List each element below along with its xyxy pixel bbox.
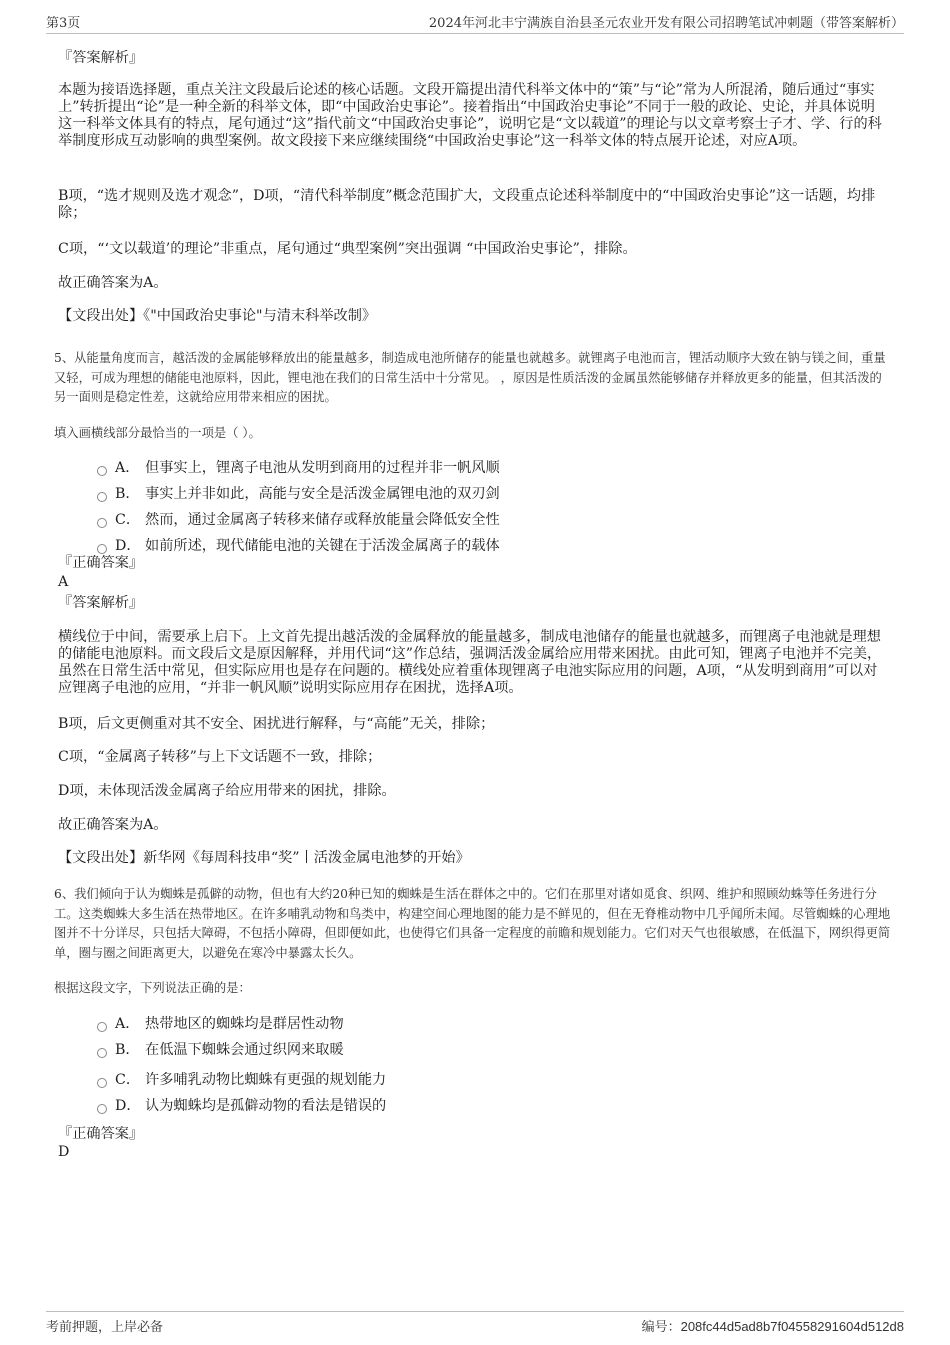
q5-option-c[interactable]: [96, 512, 796, 529]
q4-analysis-option-bd: B项，“选才规则及选才观念”，D项，“清代科举制度”概念范围扩大，文段重点论述科举制度中的“中国政治史事论”这一话题，均排除；: [58, 188, 876, 221]
radio-button-icon[interactable]: [97, 1104, 107, 1114]
q6-stem: 6、我们倾向于认为蜘蛛是孤僻的动物，但也有大约20种已知的蜘蛛是生活在群体之中的。它们在那里对诸如觅食、织网、维护和照顾幼蛛等任务进行分工。这类蜘蛛大多生活在热带地区。在许多哺乳动物和鸟类中，构建空间心理地图的能力是不鲜见的，但在无脊椎动物中几乎闻所未闻。尽管蜘蛛的心理地图并不十分详尽，只包括大障碍，不包括小障碍，但即便如此，也使得它们具备一定程度的前瞻和规划能力。它们对天气也很敏感，在低温下，网织得更简单，圈与圈之间距离更大，以避免在寒冷中暴露太长久。: [54, 887, 891, 960]
option-label: C．: [115, 1072, 141, 1088]
radio-button-icon[interactable]: [97, 1022, 107, 1032]
q5-analysis-paragraph: 横线位于中间，需要承上启下。上文首先提出越活泼的金属释放的能量越多，制成电池储存的能量也就越多，而锂离子电池就是理想的储能电池原料。而文段后文是原因解释，并用代词“这”作总结，强调活泼金属给应用带来困扰。由此可知，锂离子电池并不完美，虽然在日常生活中常见，但实际应用也是存在问题的。横线处应着重体现锂离子电池实际应用的问题，A项，“从发明到商用”可以对应锂离子电池的应用，“并非一帆风顺”说明实际应用存在困扰，选择A项。: [58, 629, 882, 696]
footer-code: [642, 1316, 904, 1335]
option-text: 认为蜘蛛均是孤僻动物的看法是错误的: [145, 1098, 387, 1114]
radio-button-icon[interactable]: [97, 544, 107, 554]
q5-analysis-option-c: C项，“金属离子转移”与上下文话题不一致，排除；: [58, 749, 382, 765]
q6-answer-heading: 『正确答案』: [58, 1126, 144, 1142]
q6-option-c[interactable]: [96, 1072, 796, 1089]
footer-code-value: 208fc44d5ad8b7f04558291604d512d8: [680, 1319, 904, 1334]
option-label: B．: [115, 1042, 140, 1058]
q4-analysis-heading: 『答案解析』: [58, 50, 144, 66]
q5-analysis-option-b: B项，后文更侧重对其不安全、困扰进行解释，与“高能”无关，排除；: [58, 716, 495, 732]
q5-conclusion: 故正确答案为A。: [58, 817, 168, 833]
header-divider: [46, 33, 904, 34]
radio-button-icon[interactable]: [97, 1048, 107, 1058]
option-text: 然而，通过金属离子转移来储存或释放能量会降低安全性: [145, 512, 500, 528]
q6-option-a[interactable]: [96, 1016, 796, 1033]
q5-analysis-option-d: D项，未体现活泼金属离子给应用带来的困扰，排除。: [58, 783, 396, 799]
q4-analysis-paragraph: 本题为接语选择题，重点关注文段最后论述的核心话题。文段开篇提出清代科举文体中的“策”与“论”常为人所混淆，随后通过“事实上”转折提出“论”是一种全新的科举文体，即“中国政治史事论”。接着指出“中国政治史事论”不同于一般的政论、史论，并具体说明这一科举文体具有的特点，尾句通过“这”指代前文“中国政治史事论”，说明它是“文以载道”的理论与以文章考察士子才、学、行的科举制度形成互动影响的典型案例。故文段接下来应继续围绕“中国政治史事论”这一科举文体的特点展开论述，对应A项。: [58, 82, 882, 149]
q5-option-b[interactable]: [96, 486, 796, 503]
q4-source: 【文段出处】《"中国政治史事论"与清末科举改制》: [58, 308, 377, 324]
q5-answer-heading: 『正确答案』: [58, 555, 144, 571]
q4-conclusion: 故正确答案为A。: [58, 275, 168, 291]
footer-slogan: 考前押题，上岸必备: [46, 1320, 164, 1335]
option-label: C．: [115, 512, 141, 528]
option-text: 许多哺乳动物比蜘蛛有更强的规划能力: [145, 1072, 387, 1088]
q5-option-a[interactable]: [96, 460, 796, 477]
option-label: A．: [115, 1016, 140, 1032]
option-text: 如前所述，现代储能电池的关键在于活泼金属离子的载体: [145, 538, 500, 554]
option-text: 事实上并非如此，高能与安全是活泼金属锂电池的双刃剑: [145, 486, 500, 502]
option-text: 热带地区的蜘蛛均是群居性动物: [145, 1016, 344, 1032]
page-number: 第3页: [46, 16, 81, 31]
q5-source: 【文段出处】新华网《每周科技串“奖”丨活泼金属电池梦的开始》: [58, 850, 470, 866]
footer-code-label: 编号：: [641, 1320, 681, 1335]
option-label: D．: [115, 1098, 141, 1114]
option-label: B．: [115, 486, 140, 502]
option-text: 在低温下蜘蛛会通过织网来取暖: [145, 1042, 344, 1058]
q5-prompt: 填入画横线部分最恰当的一项是（ ）。: [54, 426, 261, 440]
q5-answer: A: [58, 574, 69, 590]
q6-option-b[interactable]: [96, 1042, 796, 1059]
option-label: D．: [115, 538, 141, 554]
option-label: A．: [115, 460, 140, 476]
radio-button-icon[interactable]: [97, 518, 107, 528]
radio-button-icon[interactable]: [97, 466, 107, 476]
q6-answer: D: [58, 1144, 70, 1160]
radio-button-icon[interactable]: [97, 1078, 107, 1088]
radio-button-icon[interactable]: [97, 492, 107, 502]
footer-divider: [46, 1311, 904, 1312]
q6-prompt: 根据这段文字，下列说法正确的是：: [54, 981, 251, 995]
document-title: 2024年河北丰宁满族自治县圣元农业开发有限公司招聘笔试冲刺题（带答案解析）: [428, 16, 904, 31]
option-text: 但事实上，锂离子电池从发明到商用的过程并非一帆风顺: [145, 460, 500, 476]
q5-option-d[interactable]: [96, 538, 796, 555]
q5-stem: 5、从能量角度而言，越活泼的金属能够释放出的能量越多，制造成电池所储存的能量也就越多。就锂离子电池而言，锂活动顺序大致在钠与镁之间，重量又轻，可成为理想的储能电池原料，因此，锂电池在我们的日常生活中十分常见。 ，原因是性质活泼的金属虽然能够储存并释放更多的能量，但其活泼的另一面则是稳定性差，这就给应用带来相应的困扰。: [54, 351, 886, 404]
q4-analysis-option-c: C项，“‘文以载道’的理论”非重点，尾句通过“典型案例”突出强调 “中国政治史事论”，排除。: [58, 241, 637, 257]
q6-option-d[interactable]: [96, 1098, 796, 1115]
q5-analysis-heading: 『答案解析』: [58, 595, 144, 611]
